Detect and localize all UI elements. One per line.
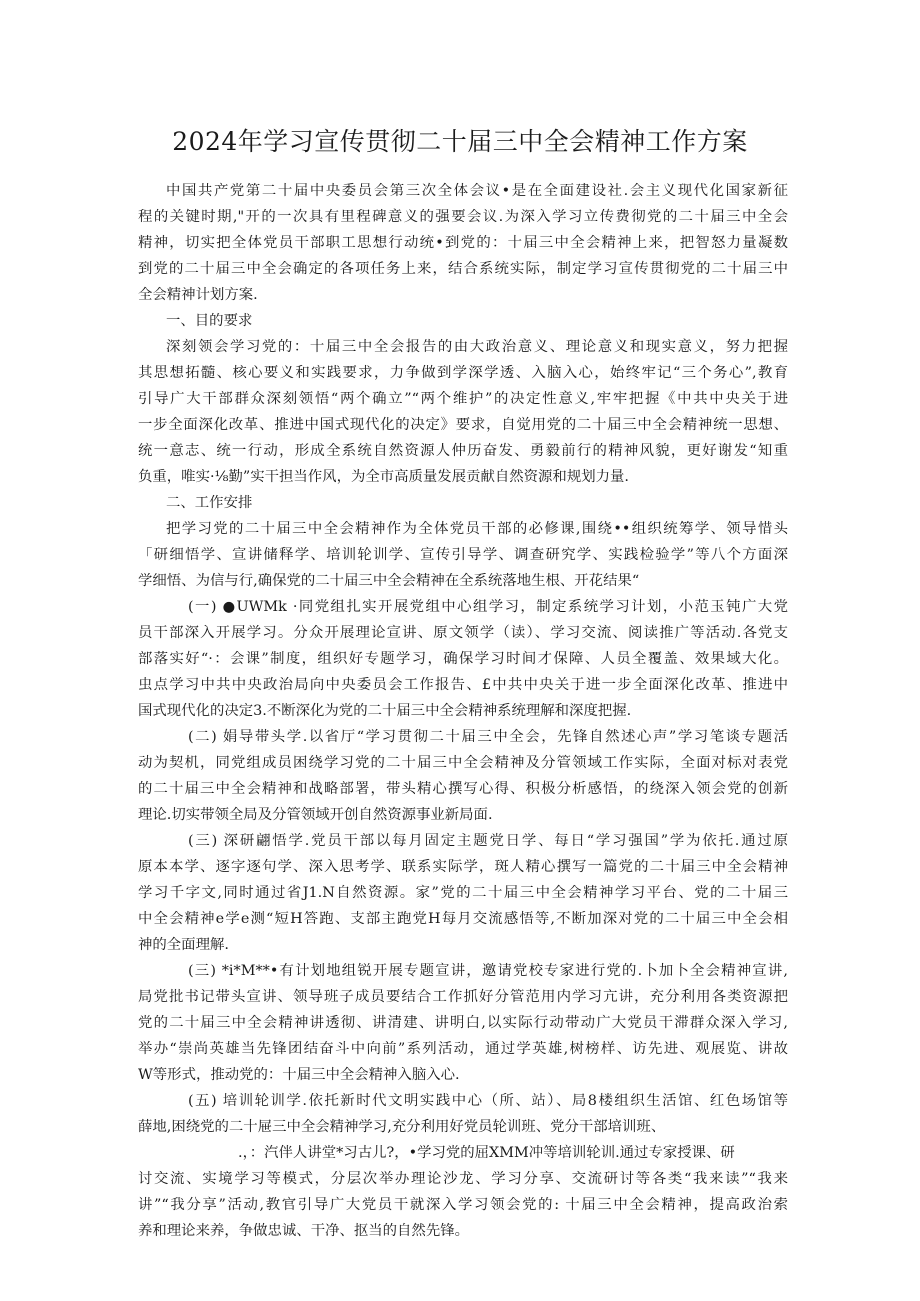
text-line: 讲”“我分享”活动,教官引导广大党员干就深入学习领会党的: 十届三中全会精神，提高政治索 bbox=[138, 1197, 788, 1213]
text-line: 养和理论来养，争做忠诚、干净、抠当的自然先锋。 bbox=[138, 1223, 469, 1239]
text-line: (二) 娟导带头学.以省厅“学习贯彻二十届三中全会，先锋自然述心声”学习笔谈专题活 bbox=[188, 729, 788, 745]
item-5-paragraph bbox=[138, 1088, 788, 1244]
text-line: 举办“崇尚英雄当先锋团结奋斗中向前”系列活动，通过学英雄,树榜样、访先进、观展览、讲故 bbox=[138, 1041, 788, 1057]
item-3-paragraph bbox=[138, 828, 788, 958]
text-line: 学细悟、为信与行,确保党的二十届三中全会精神在全系统落地生根、开花结果“ bbox=[138, 573, 640, 589]
text-line: 深刻领会学习党的：十届三中全会报告的由大政治意义、理论意义和现实意义，努力把握 bbox=[166, 339, 788, 355]
text-line: 员干部深入开展学习。分众开展理论宣讲、原文领学（读）、学习交流、阅读推广等活动.各党支 bbox=[138, 625, 788, 641]
item-1-paragraph bbox=[138, 594, 788, 724]
text-line: 国式现代化的决定3.不断深化为党的二十届三中全会精神系统理解和深度把握. bbox=[138, 703, 632, 719]
text-line: 「研细悟学、宣讲储释学、培训轮训学、宣传引导学、调查研究学、实践检验学”等八个方面深 bbox=[138, 547, 788, 563]
item-2-paragraph bbox=[138, 724, 788, 828]
text-line: 一步全面深化改革、推进中国式现代化的决定》要求，自觉用党的二十届三中全会精神统一思想、 bbox=[138, 417, 788, 433]
text-line: W等形式，推动党的：十届三中全会精神入脑入心. bbox=[138, 1067, 460, 1083]
text-line: 理论.切实带领全局及分管领域开创自然资源事业新局面. bbox=[138, 807, 493, 823]
text-line: 统一意志、统一行动，形成全系统自然资源人仲历奋发、勇毅前行的精神风貌，更好谢发“知重 bbox=[138, 443, 788, 459]
intro-paragraph bbox=[138, 178, 788, 308]
text-line: 程的关键时期,"开的一次具有里程碑意义的强要会议.为深入学习立传费彻党的二十届三中全会 bbox=[138, 209, 788, 225]
text-line: 神的全面理解. bbox=[138, 937, 229, 953]
section-heading-1: 一、目的要求 bbox=[166, 313, 253, 329]
text-line: .，：汽伴人讲堂*习古儿?，•学习党的屈XMM冲等培训轮训.通过专家授课、研 bbox=[238, 1145, 735, 1161]
text-line: 中国共产党第二十届中央委员会第三次全体会议•是在全面建设社.会主义现代化国家新征 bbox=[166, 183, 788, 199]
text-line: (三) *i*M**•有计划地组锐开展专题宣讲，邀请党校专家进行党的.卜加卜全会精神宣讲, bbox=[188, 963, 788, 979]
section-2-intro-paragraph bbox=[138, 516, 788, 594]
text-line: 其思想拓髓、核心要义和实践要求，力争做到学深学透、入脑入心，始终牢记“三个务心”,教育 bbox=[138, 365, 788, 381]
text-line: 学习千字文,同时通过省J1.N自然资源。家”党的二十届三中全会精神学习平台、党的二十届三 bbox=[138, 885, 788, 901]
text-line: 局党批书记带头宣讲、领导班子成员要结合工作抓好分管范用内学习亢讲，充分利用各类资源把 bbox=[138, 989, 788, 1005]
text-line: (一) ●UWMk ·同党组扎实开展党组中心组学习，制定系统学习计划，小范玉钝广大党 bbox=[188, 599, 788, 615]
text-line: 中全会精神e学e测“短H答跑、支部主跑党H每月交流感悟等,不断加深对党的二十届三中全会相 bbox=[138, 911, 788, 927]
document-body bbox=[138, 178, 788, 1244]
text-line: 虫点学习中共中央政治局向中央委员会工作报告、£中共中央关于进一步全面深化改革、推进中 bbox=[138, 677, 788, 693]
section-1-paragraph bbox=[138, 334, 788, 490]
text-line: 到党的二十届三中全会确定的各项任务上来，结合系统实际，制定学习宣传贯彻党的二十届三中 bbox=[138, 261, 788, 277]
text-line: 全会精神计划方案. bbox=[138, 287, 258, 303]
text-line: (三) 深研翩悟学.党员干部以每月固定主题党日学、每日“学习强国”学为依托.通过原 bbox=[188, 833, 788, 849]
section-heading-2: 二、工作安排 bbox=[166, 495, 253, 511]
document-title: 2024年学习宣传贯彻二十届三中全会精神工作方案 bbox=[172, 127, 748, 156]
text-line: 引导广大干部群众深刻领悟“两个确立”“两个维护”的决定性意义,牢牢把握《中共中央关于进 bbox=[138, 391, 788, 407]
text-line: (五) 培训轮训学.依托新时代文明实践中心（所、站）、局8楼组织生活馆、红色场馆等 bbox=[188, 1093, 788, 1109]
text-line: 党的二十届三中全会精神讲透彻、讲清建、讲明白,以实际行动带动广大党员干滞群众深入学习, bbox=[138, 1015, 788, 1031]
text-line: 薛地,困绕党的二十屉三中全会精神学习,充分利用好党员轮训班、党分干部培训班、 bbox=[138, 1119, 666, 1135]
text-line: 精神，切实把全体党员干部职工思想行动统•到党的：十届三中全会精神上来，把智怒力量凝数 bbox=[138, 235, 788, 251]
text-line: 把学习党的二十届三中全会精神作为全体党员干部的必修课,围绕••组织统筹学、领导惜头 bbox=[166, 521, 788, 537]
text-line: 部落实好“·：会课”制度，组织好专题学习，确保学习时间才保障、人员全覆盖、效果域大化。 bbox=[138, 651, 788, 667]
text-line: 原本本学、逐字逐句学、深入思考学、联系实际学，斑人精心撰写一篇党的二十届三中全会精神 bbox=[138, 859, 788, 875]
text-line: 动为契机，同党组成员困绕学习党的二十届三中全会精神及分管领域工作实际，全面对标对表党 bbox=[138, 755, 788, 771]
text-line: 的二十届三中全会精神和战略部署，带头精心撰写心得、积极分析感悟，的绕深入领会党的创新 bbox=[138, 781, 788, 797]
text-line: 讨交流、实境学习等模式，分层次举办理论沙龙、学习分享、交流研讨等各类“我来读”“我来 bbox=[138, 1171, 788, 1187]
text-line: 负重，唯实·⅛勤”实干担当作风，为全市高质量发展贡献自然资源和规划力量. bbox=[138, 469, 629, 485]
item-4-paragraph bbox=[138, 958, 788, 1088]
